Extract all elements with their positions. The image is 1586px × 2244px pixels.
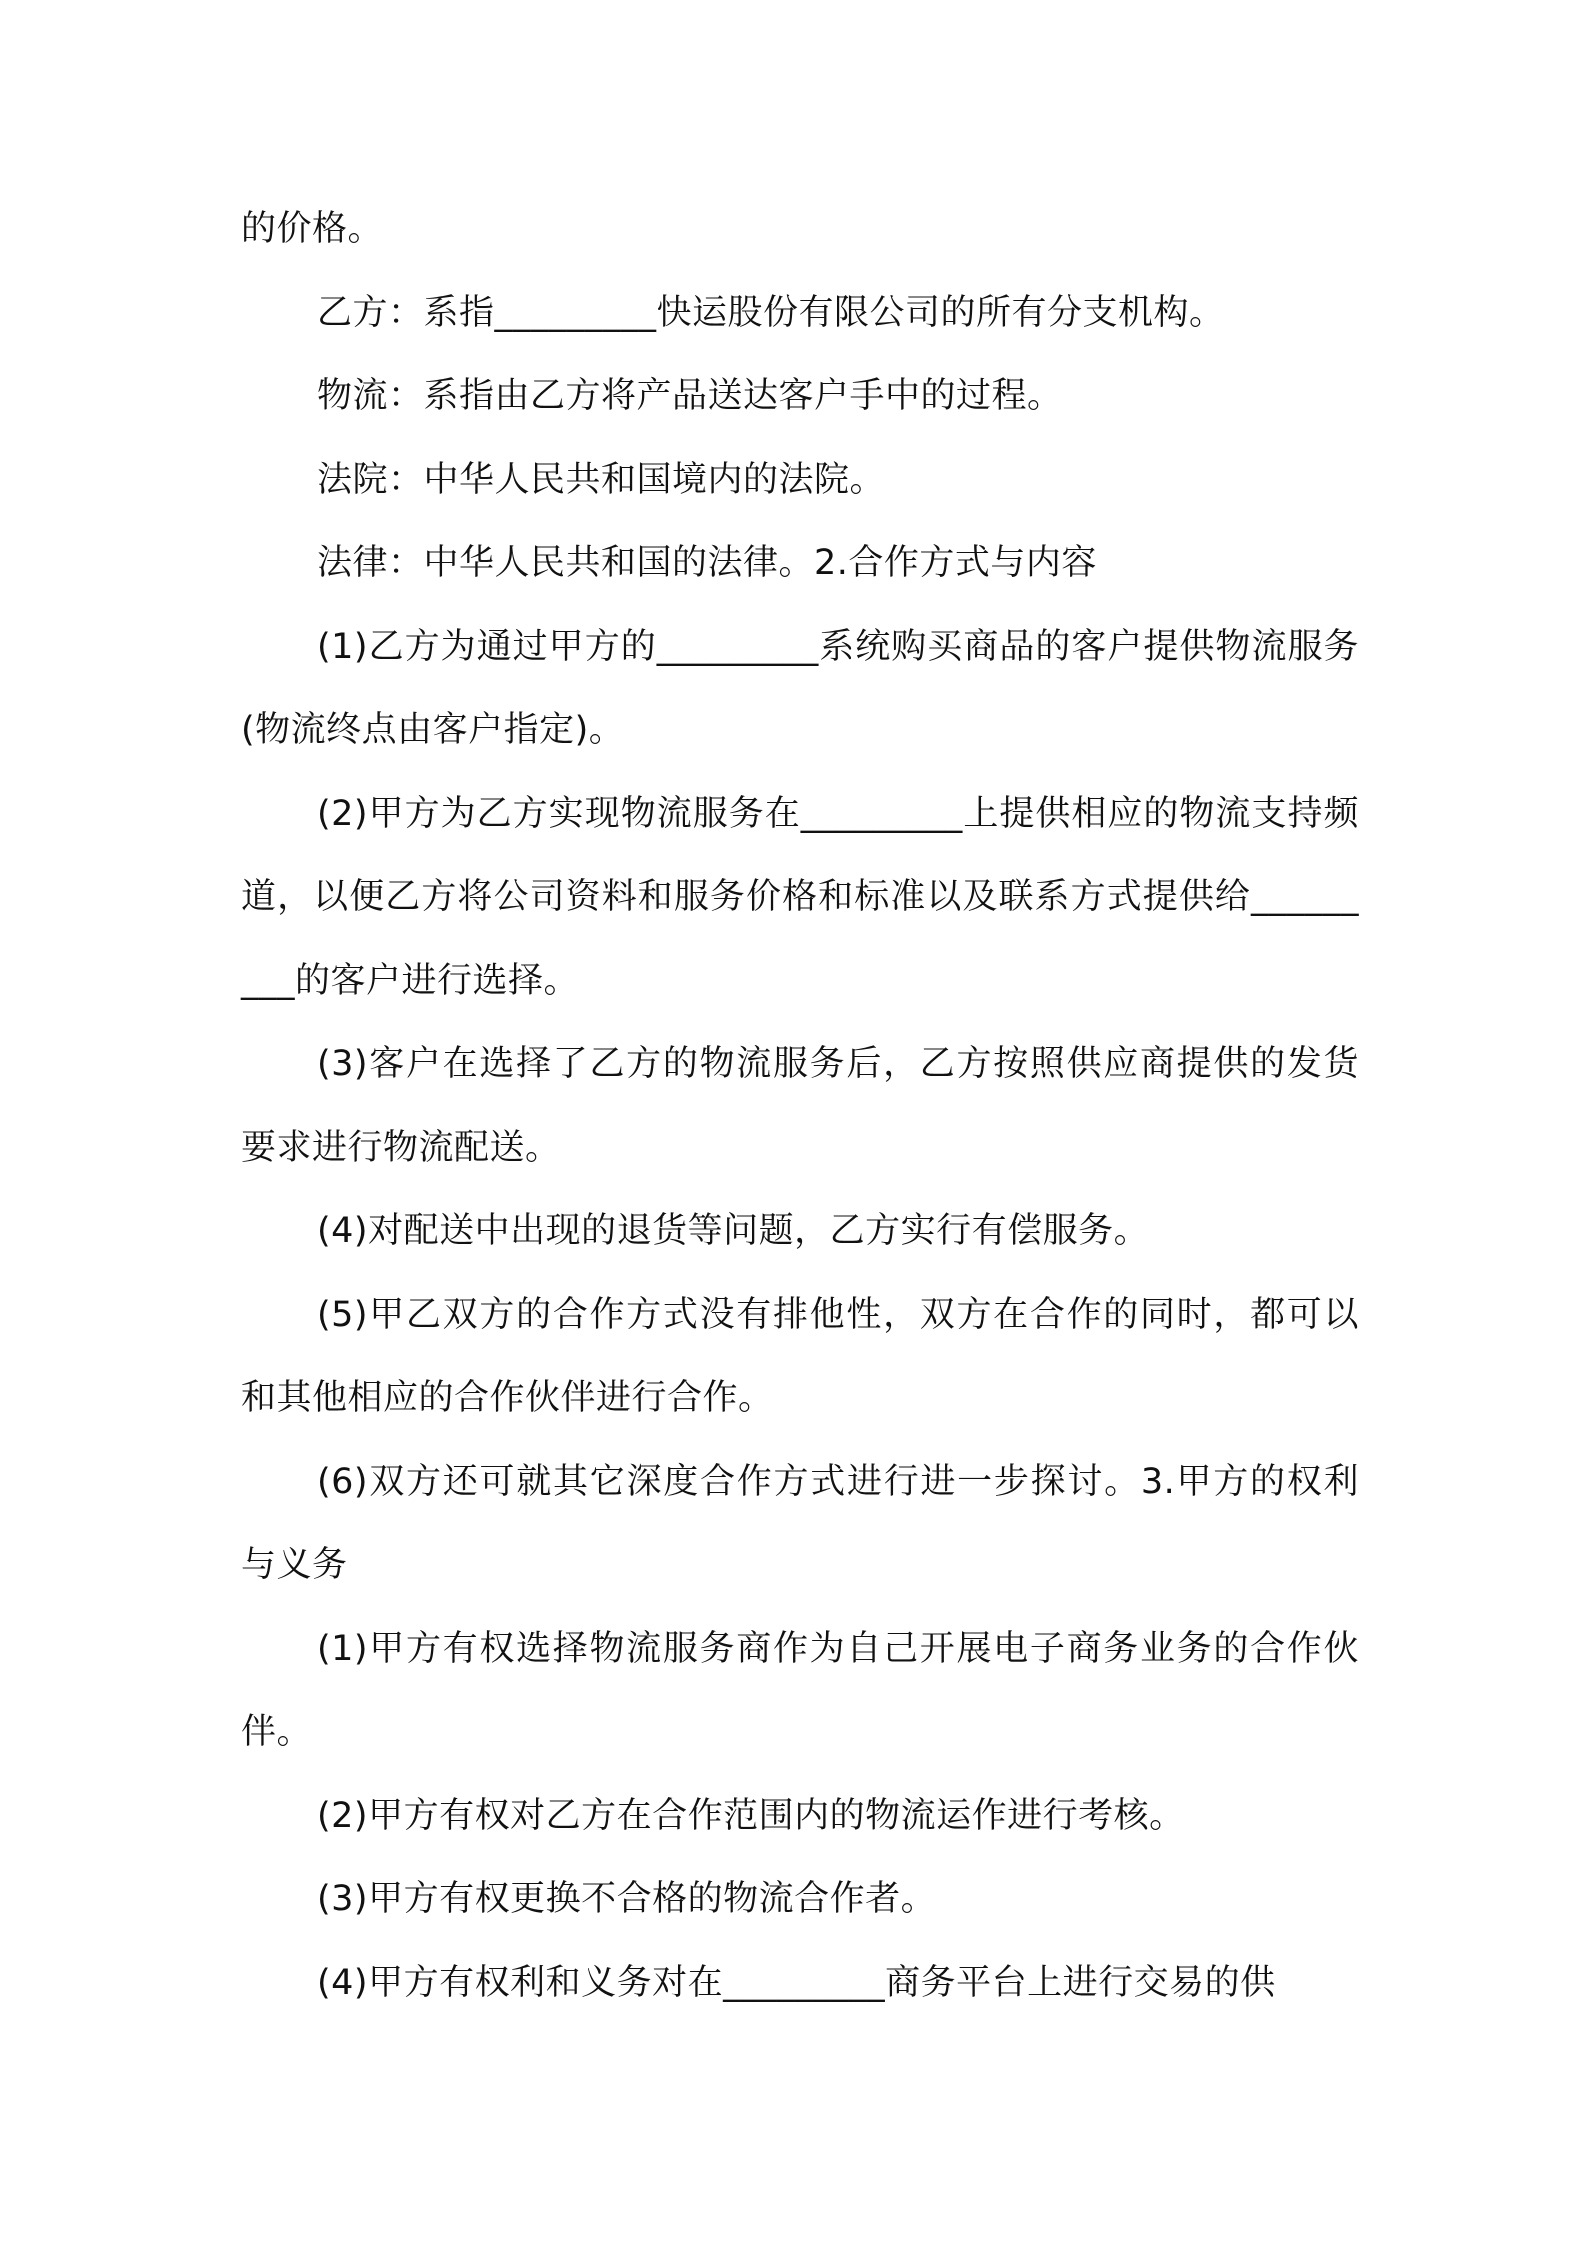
paragraph: (2)甲方为乙方实现物流服务在_________上提供相应的物流支持频道，以便乙方将公司资料和服务价格和标准以及联系方式提供给_________的客户进行选择。 — [241, 793, 1359, 1001]
paragraph: (1)甲方有权选择物流服务商作为自己开展电子商务业务的合作伙伴。 — [241, 1628, 1359, 1752]
paragraph: 乙方：系指_________快运股份有限公司的所有分支机构。 — [317, 292, 1225, 333]
paragraph: (5)甲乙双方的合作方式没有排他性，双方在合作的同时，都可以和其他相应的合作伙伴进行合作。 — [241, 1294, 1359, 1418]
document-body — [241, 188, 1359, 2025]
paragraph: 法院：中华人民共和国境内的法院。 — [317, 459, 886, 500]
paragraph: (3)甲方有权更换不合格的物流合作者。 — [317, 1879, 937, 1919]
paragraph: (4)甲方有权利和义务对在_________商务平台上进行交易的供 — [317, 1962, 1276, 2003]
paragraph: (4)对配送中出现的退货等问题，乙方实行有偿服务。 — [317, 1211, 1150, 1251]
paragraph: 的价格。 — [241, 209, 384, 249]
paragraph: 法律：中华人民共和国的法律。2.合作方式与内容 — [317, 543, 1097, 583]
paragraph: (3)客户在选择了乙方的物流服务后，乙方按照供应商提供的发货要求进行物流配送。 — [241, 1044, 1359, 1168]
paragraph: (1)乙方为通过甲方的_________系统购买商品的客户提供物流服务(物流终点由客户指定)。 — [241, 626, 1359, 750]
paragraph: (2)甲方有权对乙方在合作范围内的物流运作进行考核。 — [317, 1795, 1185, 1836]
paragraph: (6)双方还可就其它深度合作方式进行进一步探讨。3.甲方的权利与义务 — [241, 1461, 1359, 1585]
paragraph: 物流：系指由乙方将产品送达客户手中的过程。 — [317, 376, 1063, 416]
